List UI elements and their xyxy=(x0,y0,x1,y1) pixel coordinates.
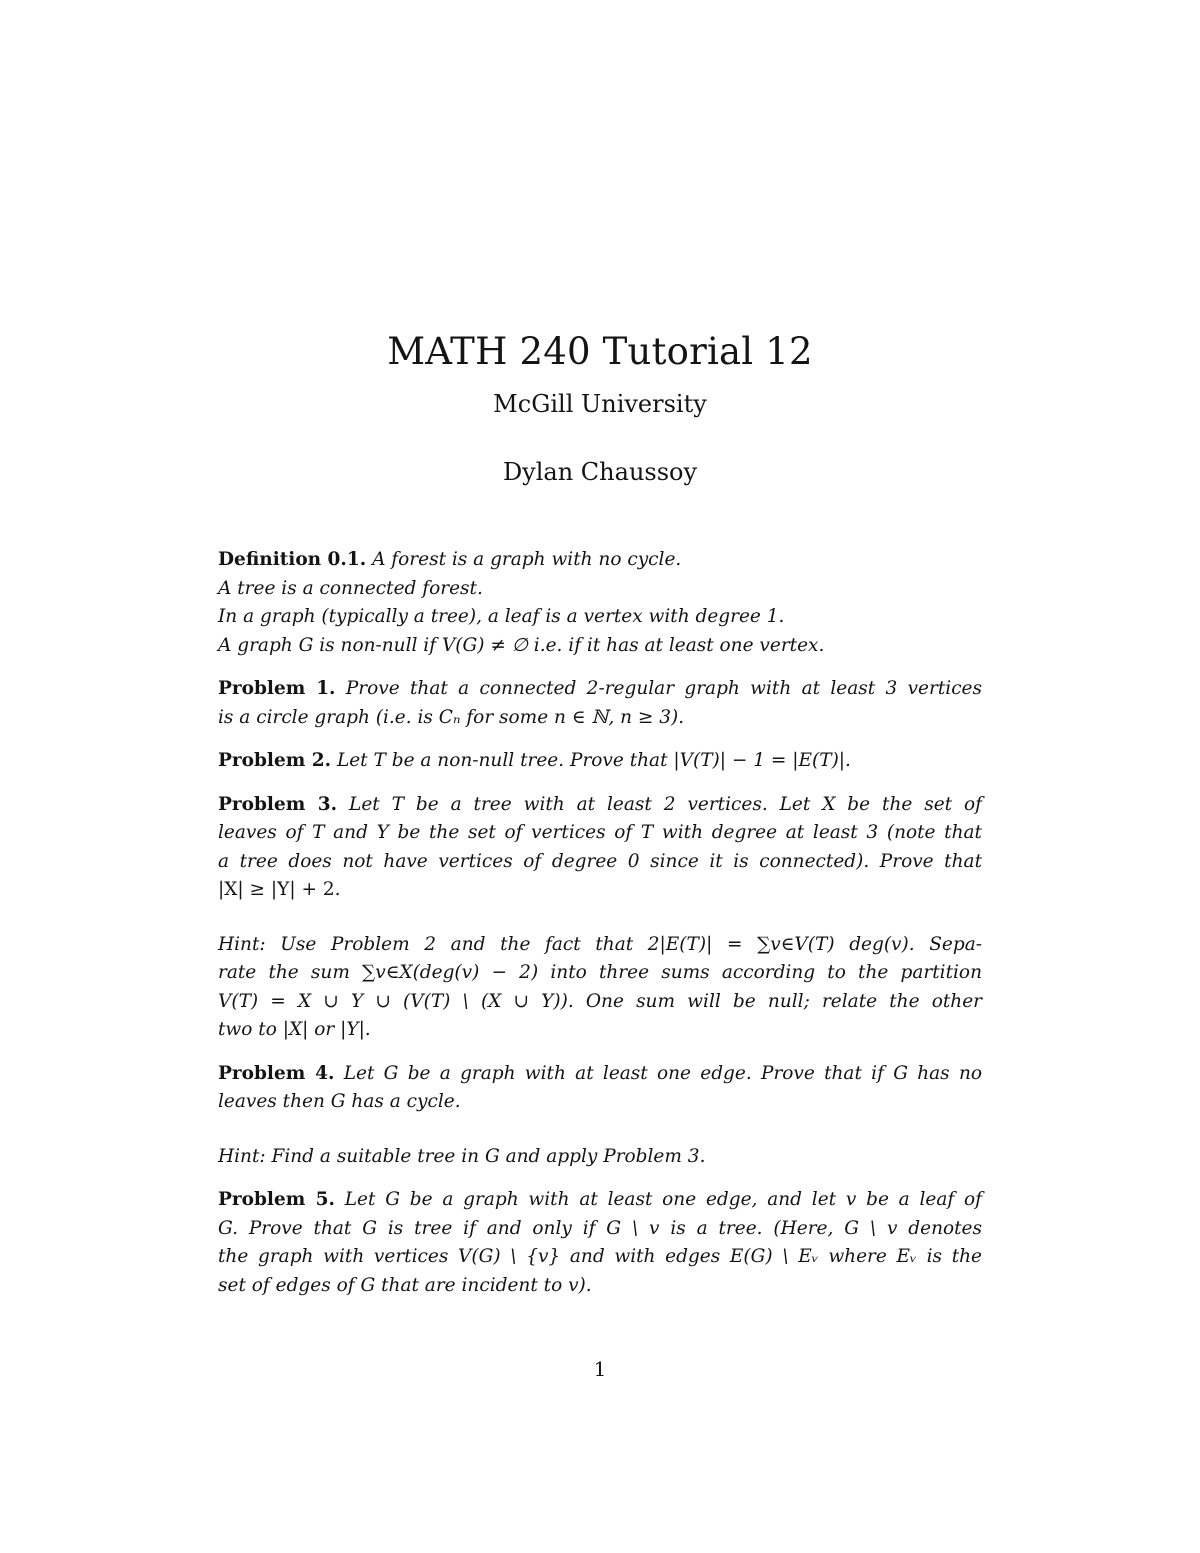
problem-3-heading: Problem 3. xyxy=(218,793,338,815)
hint-line: Hint: Use Problem 2 and the fact that 2|E(T)| = ∑v∈V(T) deg(v). Sepa- xyxy=(218,933,982,955)
definition-line: In a graph (typically a tree), a leaf is a vertex with degree 1. xyxy=(218,606,785,627)
hint-line: V(T) = X ∪ Y ∪ (V(T) \ (X ∪ Y)). One sum will be null; relate the other xyxy=(218,990,982,1012)
problem-text: Let T be a tree with at least 2 vertices. Let X be the set of xyxy=(349,793,983,815)
definition-text: A forest is a graph with no cycle. xyxy=(372,549,682,570)
author-name: Dylan Chaussoy xyxy=(502,458,698,486)
problem-4-block xyxy=(218,1060,982,1117)
problem-line xyxy=(218,747,982,776)
problem-text: Let T be a non-null tree. Prove that |V(T)| − 1 = |E(T)|. xyxy=(336,750,851,771)
problem-3-hint xyxy=(218,931,982,1045)
problem-line xyxy=(218,1060,982,1089)
problem-text: Let G be a graph with at least one edge, and let v be a leaf of xyxy=(344,1189,983,1210)
problem-5-heading: Problem 5. xyxy=(218,1189,335,1210)
problem-line xyxy=(218,791,982,820)
problem-line: leaves of T and Y be the set of vertices of T with degree at least 3 (note that xyxy=(218,822,982,843)
problem-line: the graph with vertices V(G) \ {v} and with edges E(G) \ Eᵥ where Eᵥ is the xyxy=(218,1246,982,1267)
problem-line: G. Prove that G is tree if and only if G \ v is a tree. (Here, G \ v denotes xyxy=(218,1217,982,1239)
problem-5-block xyxy=(218,1186,982,1300)
problem-3-block xyxy=(218,791,982,905)
hint-line: rate the sum ∑v∈X(deg(v) − 2) into three sums according to the partition xyxy=(218,962,982,983)
problem-text: Let G be a graph with at least one edge. Prove that if G has no xyxy=(343,1062,982,1084)
hint-line: two to |X| or |Y|. xyxy=(218,1019,371,1040)
definition-block xyxy=(218,546,982,660)
document-title: MATH 240 Tutorial 12 xyxy=(387,330,813,373)
problem-line xyxy=(218,1186,982,1215)
hint-line: Hint: Find a suitable tree in G and apply Problem 3. xyxy=(218,1145,706,1167)
problem-text: Prove that a connected 2-regular graph with at least 3 vertices xyxy=(345,678,982,699)
definition-line: A graph G is non-null if V(G) ≠ ∅ i.e. if it has at least one vertex. xyxy=(218,634,825,656)
problem-line: leaves then G has a cycle. xyxy=(218,1091,461,1112)
problem-line: a tree does not have vertices of degree 0 since it is connected). Prove that xyxy=(218,850,982,872)
problem-2-heading: Problem 2. xyxy=(218,750,332,771)
page-number: 1 xyxy=(593,1357,607,1381)
definition-heading: Definition 0.1. xyxy=(218,549,367,570)
problem-1-block xyxy=(218,675,982,732)
affiliation: McGill University xyxy=(493,390,707,418)
definition-line: A tree is a connected forest. xyxy=(218,577,483,599)
problem-line: |X| ≥ |Y| + 2. xyxy=(218,879,341,900)
problem-4-heading: Problem 4. xyxy=(218,1062,335,1084)
document-body xyxy=(218,546,982,1315)
problem-1-heading: Problem 1. xyxy=(218,678,336,699)
problem-line xyxy=(218,675,982,704)
problem-line: is a circle graph (i.e. is Cₙ for some n ∈ ℕ, n ≥ 3). xyxy=(218,706,685,728)
problem-line: set of edges of G that are incident to v). xyxy=(218,1274,592,1296)
problem-4-hint xyxy=(218,1143,982,1172)
problem-2-block xyxy=(218,747,982,776)
definition-line xyxy=(218,546,982,575)
